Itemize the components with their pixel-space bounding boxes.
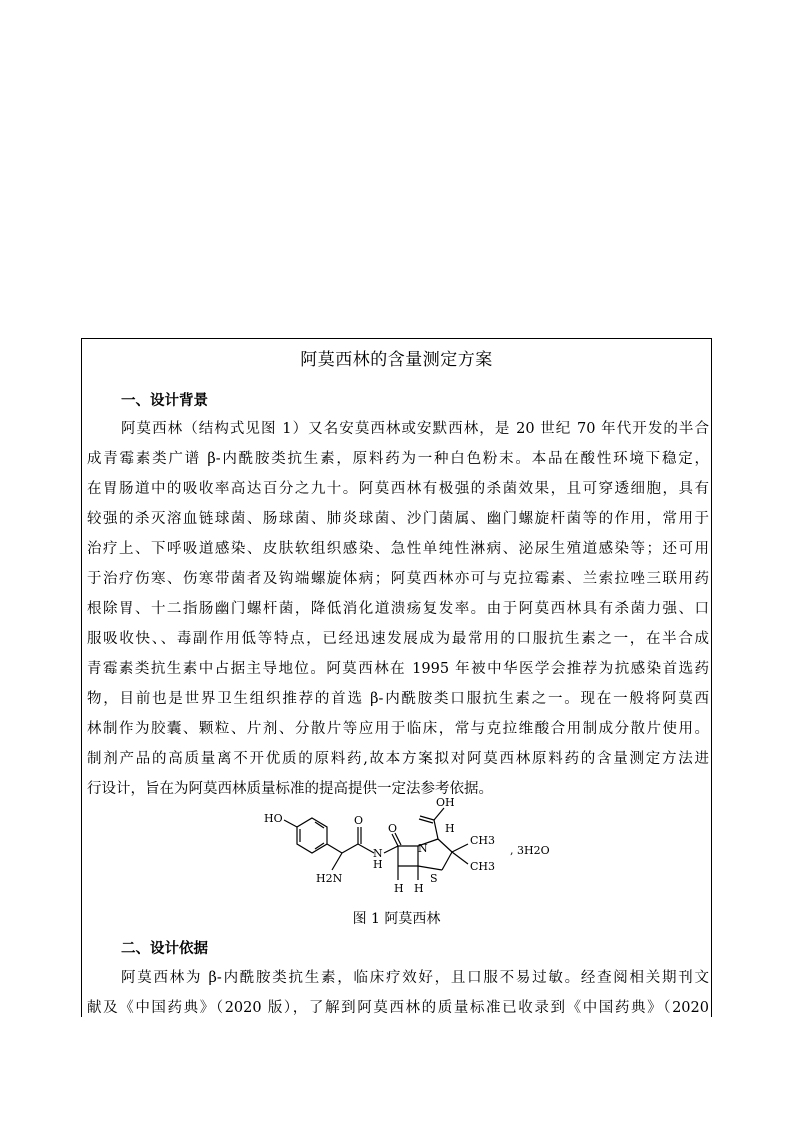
paragraph-line: 制剂产品的高质量离不开优质的原料药,故本方案拟对阿莫西林原料药的含量测定方法进 <box>87 751 709 767</box>
paragraph-line: 治疗上、下呼吸道感染、皮肤软组织感染、急性单纯性淋病、泌尿生殖道感染等；还可用 <box>87 541 709 557</box>
paragraph-line: 于治疗伤寒、伤寒带菌者及钩端螺旋体病；阿莫西林亦可与克拉霉素、兰索拉唑三联用药 <box>87 571 709 587</box>
paragraph-line: 根除胃、十二指肠幽门螺杆菌，降低消化道溃疡复发率。由于阿莫西林具有杀菌力强、口 <box>87 601 709 617</box>
hydrogen-bottom-right-label: H <box>414 882 424 895</box>
paragraph-line: 服吸收快、、毒副作用低等特点，已经迅速发展成为最常用的口服抗生素之一，在半合成 <box>87 631 709 647</box>
page-title: 阿莫西林的含量测定方案 <box>300 350 493 370</box>
section-heading-background: 一、设计背景 <box>121 393 208 409</box>
paragraph-line: 较强的杀灭溶血链球菌、肠球菌、肺炎球菌、沙门菌属、幽门螺旋杆菌等的作用，常用于 <box>87 511 709 527</box>
sulfur-label: S <box>430 872 438 885</box>
paragraph-line: 成青霉素类广谱 β-内酰胺类抗生素，原料药为一种白色粉末。本品在酸性环境下稳定， <box>87 451 709 467</box>
figure-caption: 图 1 阿莫西林 <box>352 911 441 927</box>
basis-paragraph <box>87 963 709 1017</box>
hydrate-label: , 3H2O <box>510 844 550 857</box>
section-heading-basis: 二、设计依据 <box>121 941 208 957</box>
ring-nitrogen-label: N <box>418 842 428 855</box>
hydrogen-bottom-left-label: H <box>394 882 404 895</box>
alpha-hydrogen-label: H <box>445 822 455 835</box>
amino-label: H2N <box>316 872 343 885</box>
paragraph-line: 物，目前也是世界卫生组织推荐的首选 β-内酰胺类口服抗生素之一。现在一般将阿莫西 <box>87 691 709 707</box>
paragraph-line: 阿莫西林为 β-内酰胺类抗生素，临床疗效好，且口服不易过敏。经查阅相关期刊文 <box>121 970 709 986</box>
amoxicillin-structure-diagram <box>260 794 580 904</box>
methyl-top-label: CH3 <box>470 834 496 847</box>
amide-oxygen-label: O <box>354 814 364 827</box>
paragraph-line: 青霉素类抗生素中占据主导地位。阿莫西林在 1995 年被中华医学会推荐为抗感染首选药 <box>87 661 709 677</box>
methyl-bottom-label: CH3 <box>470 860 496 873</box>
oh-label: OH <box>436 796 455 809</box>
paragraph-line: 行设计，旨在为阿莫西林质量标准的提高提供一定法参考依据。 <box>87 781 493 797</box>
amide-hydrogen-label: H <box>373 858 383 871</box>
paragraph-line: 阿莫西林（结构式见图 1）又名安莫西林或安默西林，是 20 世纪 70 年代开发的半合 <box>121 421 709 437</box>
paragraph-line: 在胃肠道中的吸收率高达百分之九十。阿莫西林有极强的杀菌效果，且可穿透细胞，具有 <box>87 481 709 497</box>
paragraph-line: 献及《中国药典》（2020 版），了解到阿莫西林的质量标准已收录到《中国药典》（2020 <box>87 1000 709 1016</box>
ho-label: HO <box>264 812 283 825</box>
document-frame <box>81 338 712 1017</box>
lactam-oxygen-label: O <box>388 822 398 835</box>
amide-nitrogen-label: N <box>373 847 383 860</box>
paragraph-line: 林制作为胶囊、颗粒、片剂、分散片等应用于临床，常与克拉维酸合用制成分散片使用。 <box>87 721 709 737</box>
background-paragraph <box>87 414 709 804</box>
